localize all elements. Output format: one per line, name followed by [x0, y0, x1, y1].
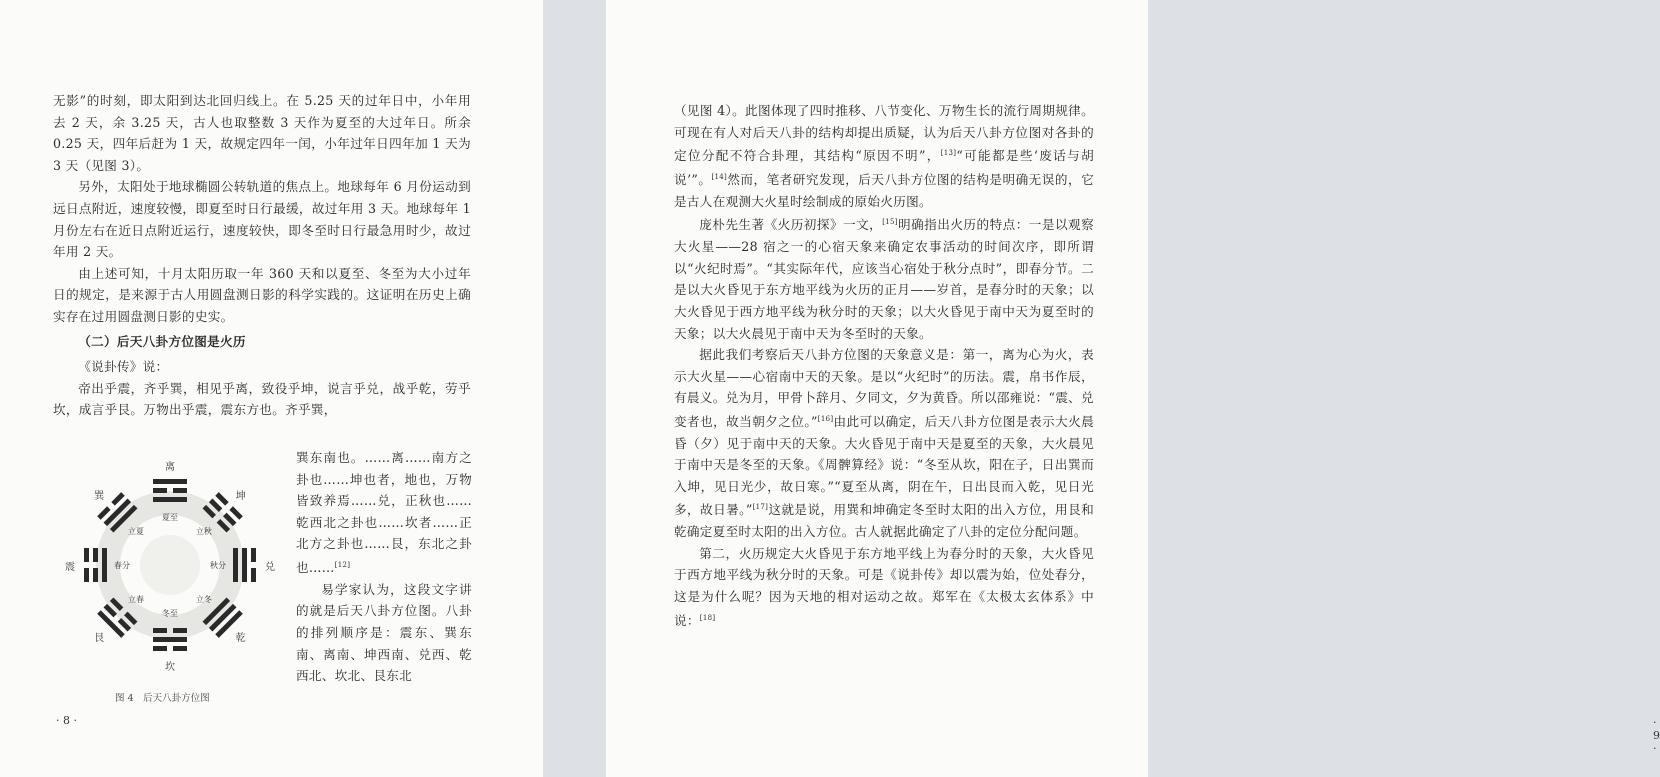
trigram-name-label: 巽 [94, 491, 105, 503]
text-span: （见图 4）。此图体现了四时推移、八节变化、万物生长的流行周期规律。可现在有人对后天八卦的结构却提出质疑，认为后天八卦方位图对各卦的定位分配不符合卦理，其结构“原因不明”， [674, 103, 1094, 164]
yin-line [153, 488, 167, 493]
page-number: · 8 · [56, 714, 77, 727]
quote-text: 帝出乎震，齐乎巽，相见乎离，致役乎坤，说言乎兑，战乎乾，劳乎坎，成言乎艮。万物出乎震，震东方也。齐乎巽， [53, 380, 471, 418]
trigram-symbol [84, 548, 107, 582]
trigram-symbol [153, 479, 187, 502]
citation-ref: [13] [940, 149, 957, 158]
yang-line [153, 637, 187, 642]
season-label: 立夏 [128, 527, 145, 537]
bagua-diagram-graphic [60, 450, 280, 685]
citation-ref: [16] [817, 414, 834, 423]
paragraph: 无影”的时刻，即太阳到达北回归线上。在 5.25 天的过年日中，小年用去 2 天，余 3.25 天，古人也取整数 3 天作为夏至的大过年日。所余 0.25 天，四年后赶为 1 天，故规定四年一闰，小年过年日四年加 1 天为 3 天（见图 3）。 [53, 93, 471, 173]
season-label: 立春 [128, 594, 145, 604]
text-span: 明确指出火历的特点：一是以观察大火星——28 宿之一的心宿天象来确定农事活动的时间次序，即所谓以“火纪时焉”。“其实际年代，应该当心宿处于秋分点时”，即春分节。二是以大火昏见于东方地平线为火历的正月——岁首，是春分时的天象；以大火昏见于西方地平线为秋分时的天象；以大火昏见于南中天为夏至时的天象；以大火晨见于南中天为冬至时的天象。 [674, 217, 1094, 341]
season-label: 立秋 [195, 527, 212, 537]
figure-bagua-diagram [60, 450, 280, 704]
text-span: 庞朴先生著《火历初探》一文， [699, 217, 883, 233]
left-text-column [53, 90, 471, 421]
paragraph [674, 543, 1094, 632]
yang-line [233, 548, 238, 582]
text-span: 据此我们考察后天八卦方位图的天象意义是：第一，离为心为火，表示大火星——心宿南中天的天象。是以“火纪时”的历法。震，帛书作辰，有晨义。兑为月，甲骨卜辞月、夕同文，夕为黄昏。所以邵雍说：“震、兑变者也，故当朝夕之位。” [674, 347, 1094, 430]
page-gutter [543, 0, 606, 777]
trigram-name-label: 坎 [165, 662, 175, 673]
citation-ref: [17] [752, 503, 769, 512]
yin-line [173, 628, 187, 633]
paragraph [674, 100, 1094, 212]
yin-line [93, 568, 98, 582]
text-span: 第二，火历规定大火昏见于东方地平线上为春分时的天象，大火昏见于西方地平线为秋分时的天象。可是《说卦传》却以震为始，位处春分，这是为什么呢？因为天地的相对运动之故。郑军在《太极太玄体系》中说： [674, 545, 1094, 628]
quote-intro: 《说卦传》说： [78, 359, 169, 375]
yin-line [251, 568, 256, 582]
trigram-name-label: 离 [165, 462, 175, 473]
season-label: 夏至 [162, 513, 178, 522]
left-page [0, 0, 543, 777]
wrapped-text-column [296, 447, 472, 687]
yin-line [93, 548, 98, 562]
trigram-name-label: 艮 [94, 632, 105, 644]
paragraph [674, 344, 1094, 543]
text-span: “可能都是些‘废话与胡说’”。 [674, 148, 1094, 188]
page-number: · 9 · [1653, 716, 1660, 755]
trigram-symbol [233, 548, 256, 582]
trigram-name-label: 乾 [235, 632, 246, 644]
right-text-column [674, 100, 1094, 631]
yin-line [173, 488, 187, 493]
yin-line [173, 646, 187, 651]
yin-line [153, 646, 167, 651]
paragraph: 易学家认为，这段文字讲的就是后天八卦方位图。八卦的排列顺序是：震东、巽东南、离南、坤西南、兑西、乾西北、坎北、艮东北 [296, 581, 472, 684]
paragraph: 由上述可知，十月太阳历取一年 360 天和以夏至、冬至为大小过年日的规定，是来源于古人用圆盘测日影的科学实践的。这证明在历史上确实存在过用圆盘测日影的史实。 [53, 265, 471, 324]
text-span: 由此可以确定，后天八卦方位图是表示大火晨昏（夕）见于南中天的天象。大火昏见于南中天是夏至的天象，大火晨见于南中天是冬至的天象。《周髀算经》说：“冬至从坎，阳在子，日出巽而入坤，见日光少，故日寒。”“夏至从离，阴在午，日出艮而入乾，见日光多，故日暑。” [674, 414, 1095, 518]
text-span: 这就是说，用巽和坤确定冬至时太阳的出入方位，用艮和乾确定夏至时太阳的出入方位。古人就据此确定了八卦的定位分配问题。 [674, 502, 1095, 540]
trigram-name-label: 震 [65, 562, 75, 573]
citation-ref: [18] [699, 613, 716, 622]
season-label: 春分 [114, 561, 130, 570]
quote-continuation [296, 447, 472, 579]
trigram-name-label: 兑 [265, 562, 275, 573]
season-label: 秋分 [210, 561, 226, 570]
yang-line [242, 548, 247, 582]
quote-wrap-text: 巽东南也。……离……南方之卦也……坤也者，地也，万物皆致养焉……兑，正秋也……乾西北之卦也……坎者……正北方之卦也……艮，东北之卦也…… [296, 450, 472, 576]
text-span: 然而，笔者研究发现，后天八卦方位图的结构是明确无误的，它是古人在观测大火星时绘制成的原始火历图。 [674, 172, 1094, 209]
yang-line [153, 479, 187, 484]
section-heading: （二）后天八卦方位图是火历 [78, 333, 246, 349]
citation-ref: [12] [334, 560, 351, 569]
right-page [606, 0, 1660, 777]
paragraph: 另外，太阳处于地球椭圆公转轨道的焦点上。地球每年 6 月份运动到远日点附近，速度较慢，即夏至时日行最缓，故过年用 3 天。地球每年 1 月份左右在近日点附近运行，速度较快，即冬至时日行最急用时少，故过年用 2 天。 [53, 179, 471, 260]
trigram-name-label: 坤 [235, 491, 246, 503]
yin-line [84, 568, 89, 582]
season-label: 冬至 [162, 609, 178, 618]
yin-line [251, 548, 256, 562]
paragraph [674, 212, 1094, 344]
yang-line [102, 548, 107, 582]
season-label: 立冬 [195, 594, 212, 604]
citation-ref: [14] [711, 172, 728, 181]
yin-line [153, 628, 167, 633]
figure-caption: 图 4 后天八卦方位图 [115, 693, 210, 704]
citation-ref: [15] [882, 218, 898, 227]
yin-line [84, 548, 89, 562]
yang-line [153, 497, 187, 502]
